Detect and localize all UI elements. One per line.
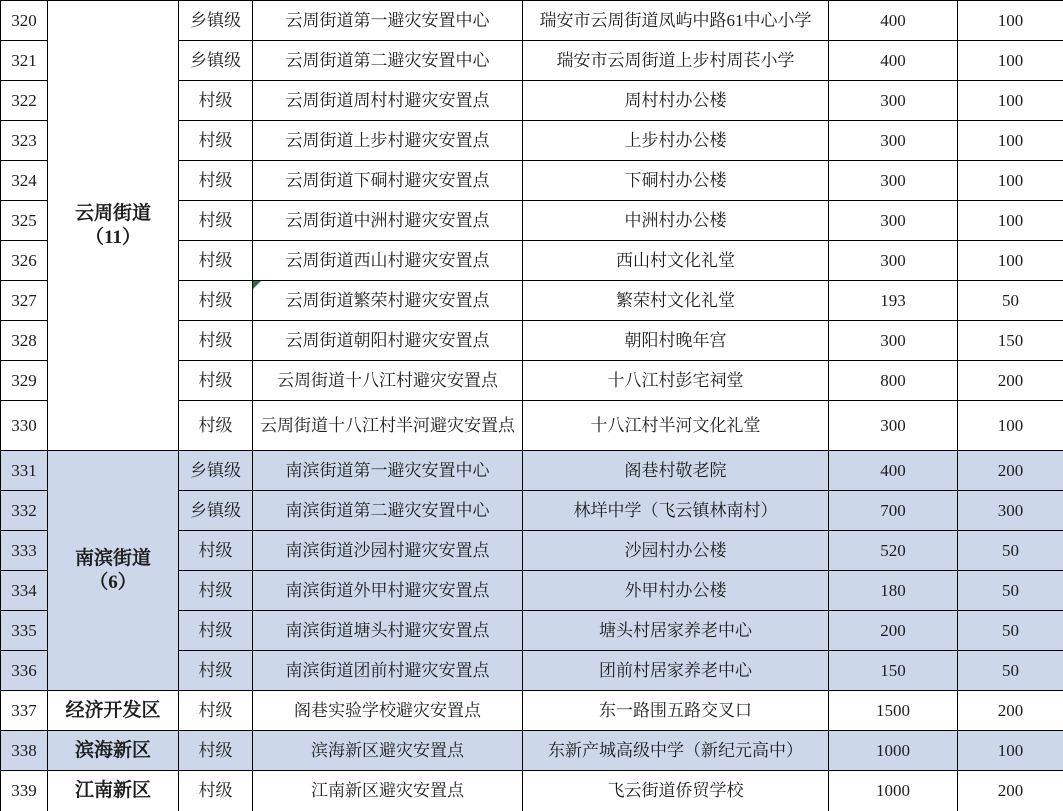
quota-cell: 100 <box>958 41 1063 81</box>
quota-cell: 50 <box>958 281 1063 321</box>
district-name: 经济开发区 <box>65 699 161 721</box>
row-number-cell: 324 <box>1 161 48 201</box>
row-number-cell: 329 <box>1 361 48 401</box>
quota-cell: 50 <box>958 651 1063 691</box>
shelter-name: 南滨街道沙园村避灾安置点 <box>285 540 490 560</box>
row-number-cell: 336 <box>1 651 48 691</box>
capacity-cell: 200 <box>829 611 958 651</box>
row-number-cell: 326 <box>1 241 48 281</box>
quota-cell: 50 <box>958 611 1063 651</box>
level-cell: 村级 <box>179 81 253 121</box>
level-cell: 村级 <box>179 401 253 451</box>
shelter-name: 南滨街道塘头村避灾安置点 <box>285 620 490 640</box>
location-cell: 朝阳村晚年宫 <box>523 321 829 361</box>
row-number-cell: 323 <box>1 121 48 161</box>
shelter-name-cell <box>253 201 523 241</box>
capacity-cell: 300 <box>829 401 958 451</box>
location-cell: 周村村办公楼 <box>523 81 829 121</box>
shelter-name: 云周街道西山村避灾安置点 <box>285 250 490 270</box>
district-name: 滨海新区 <box>74 739 151 761</box>
row-number-cell: 338 <box>1 731 48 771</box>
row-number-cell: 320 <box>1 1 48 41</box>
quota-cell: 100 <box>958 201 1063 241</box>
shelter-name-cell <box>253 81 523 121</box>
location-cell: 林垟中学（飞云镇林南村） <box>523 491 829 531</box>
shelter-name: 云周街道中洲村避灾安置点 <box>285 210 490 230</box>
level-cell: 村级 <box>179 691 253 731</box>
capacity-cell: 1500 <box>829 691 958 731</box>
row-number-cell: 325 <box>1 201 48 241</box>
quota-cell: 100 <box>958 1 1063 41</box>
shelter-name: 南滨街道外甲村避灾安置点 <box>285 580 490 600</box>
capacity-cell: 180 <box>829 571 958 611</box>
capacity-cell: 193 <box>829 281 958 321</box>
level-cell: 村级 <box>179 731 253 771</box>
level-cell: 村级 <box>179 651 253 691</box>
shelter-name: 云周街道十八江村半河避灾安置点 <box>260 415 515 435</box>
quota-cell: 300 <box>958 491 1063 531</box>
shelter-name: 南滨街道第二避灾安置中心 <box>285 500 490 520</box>
shelter-name-cell <box>253 361 523 401</box>
district-cell <box>48 691 179 731</box>
quota-cell: 100 <box>958 241 1063 281</box>
row-number-cell: 327 <box>1 281 48 321</box>
shelter-name: 云周街道上步村避灾安置点 <box>285 130 490 150</box>
shelter-name-cell <box>253 321 523 361</box>
table-row <box>1 731 1063 771</box>
shelter-name: 云周街道第一避灾安置中心 <box>285 10 490 30</box>
quota-cell: 200 <box>958 361 1063 401</box>
shelter-name-cell <box>253 651 523 691</box>
location-cell: 瑞安市云周街道凤屿中路61中心小学 <box>523 1 829 41</box>
row-number-cell: 332 <box>1 491 48 531</box>
shelter-name-cell <box>253 731 523 771</box>
shelter-name-cell <box>253 241 523 281</box>
district-cell <box>48 451 179 691</box>
level-cell: 乡镇级 <box>179 41 253 81</box>
cell-comment-marker-icon <box>253 281 261 289</box>
shelter-name: 云周街道繁荣村避灾安置点 <box>285 290 490 310</box>
shelter-table-body <box>1 1 1063 811</box>
shelter-name-cell <box>253 401 523 451</box>
capacity-cell: 300 <box>829 321 958 361</box>
location-cell: 上步村办公楼 <box>523 121 829 161</box>
shelter-name-cell <box>253 571 523 611</box>
shelter-name: 南滨街道第一避灾安置中心 <box>285 460 490 480</box>
level-cell: 村级 <box>179 161 253 201</box>
location-cell: 阁巷村敬老院 <box>523 451 829 491</box>
level-cell: 村级 <box>179 321 253 361</box>
level-cell: 村级 <box>179 571 253 611</box>
level-cell: 村级 <box>179 771 253 811</box>
location-cell: 十八江村彭宅祠堂 <box>523 361 829 401</box>
row-number-cell: 322 <box>1 81 48 121</box>
shelter-name-cell <box>253 611 523 651</box>
row-number-cell: 337 <box>1 691 48 731</box>
district-cell <box>48 731 179 771</box>
table-row <box>1 771 1063 811</box>
shelter-name-cell <box>253 161 523 201</box>
shelter-name: 阁巷实验学校避灾安置点 <box>294 700 481 720</box>
level-cell: 村级 <box>179 201 253 241</box>
capacity-cell: 300 <box>829 121 958 161</box>
shelter-name: 云周街道下硐村避灾安置点 <box>285 170 490 190</box>
capacity-cell: 1000 <box>829 771 958 811</box>
row-number-cell: 330 <box>1 401 48 451</box>
district-cell <box>48 771 179 811</box>
quota-cell: 50 <box>958 531 1063 571</box>
shelter-name: 云周街道朝阳村避灾安置点 <box>285 330 490 350</box>
capacity-cell: 700 <box>829 491 958 531</box>
capacity-cell: 400 <box>829 451 958 491</box>
shelter-name-cell <box>253 691 523 731</box>
capacity-cell: 400 <box>829 41 958 81</box>
quota-cell: 200 <box>958 691 1063 731</box>
row-number-cell: 333 <box>1 531 48 571</box>
table-row <box>1 1 1063 41</box>
level-cell: 村级 <box>179 121 253 161</box>
shelter-name-cell <box>253 121 523 161</box>
district-name: 江南新区 <box>74 780 151 802</box>
row-number-cell: 331 <box>1 451 48 491</box>
capacity-cell: 300 <box>829 81 958 121</box>
location-cell: 外甲村办公楼 <box>523 571 829 611</box>
district-cell <box>48 1 179 451</box>
level-cell: 村级 <box>179 241 253 281</box>
level-cell: 乡镇级 <box>179 451 253 491</box>
shelter-name: 南滨街道团前村避灾安置点 <box>285 660 490 680</box>
location-cell: 中洲村办公楼 <box>523 201 829 241</box>
level-cell: 乡镇级 <box>179 1 253 41</box>
shelter-name: 滨海新区避灾安置点 <box>311 740 464 760</box>
district-count: （11） <box>85 226 141 248</box>
level-cell: 乡镇级 <box>179 491 253 531</box>
capacity-cell: 300 <box>829 161 958 201</box>
location-cell: 飞云街道侨贸学校 <box>523 771 829 811</box>
shelter-name: 江南新区避灾安置点 <box>311 781 464 801</box>
location-cell: 东新产城高级中学（新纪元高中） <box>523 731 829 771</box>
quota-cell: 100 <box>958 401 1063 451</box>
quota-cell: 100 <box>958 731 1063 771</box>
quota-cell: 200 <box>958 771 1063 811</box>
shelter-name-cell <box>253 531 523 571</box>
row-number-cell: 339 <box>1 771 48 811</box>
quota-cell: 50 <box>958 571 1063 611</box>
shelter-name: 云周街道周村村避灾安置点 <box>285 90 490 110</box>
capacity-cell: 400 <box>829 1 958 41</box>
shelter-name-cell <box>253 491 523 531</box>
location-cell: 西山村文化礼堂 <box>523 241 829 281</box>
capacity-cell: 300 <box>829 201 958 241</box>
level-cell: 村级 <box>179 531 253 571</box>
capacity-cell: 150 <box>829 651 958 691</box>
row-number-cell: 328 <box>1 321 48 361</box>
shelter-name-cell <box>253 451 523 491</box>
location-cell: 沙园村办公楼 <box>523 531 829 571</box>
shelter-name-cell <box>253 1 523 41</box>
location-cell: 东一路围五路交叉口 <box>523 691 829 731</box>
district-name: 云周街道 <box>74 202 151 224</box>
shelter-name: 云周街道十八江村避灾安置点 <box>277 370 498 390</box>
location-cell: 塘头村居家养老中心 <box>523 611 829 651</box>
location-cell: 团前村居家养老中心 <box>523 651 829 691</box>
capacity-cell: 520 <box>829 531 958 571</box>
capacity-cell: 300 <box>829 241 958 281</box>
level-cell: 村级 <box>179 281 253 321</box>
district-name: 南滨街道 <box>74 547 151 569</box>
shelter-name-cell <box>253 771 523 811</box>
capacity-cell: 1000 <box>829 731 958 771</box>
shelter-name-cell <box>253 281 523 321</box>
level-cell: 村级 <box>179 611 253 651</box>
capacity-cell: 800 <box>829 361 958 401</box>
location-cell: 十八江村半河文化礼堂 <box>523 401 829 451</box>
quota-cell: 100 <box>958 81 1063 121</box>
district-count: （6） <box>89 571 137 593</box>
table-row <box>1 691 1063 731</box>
location-cell: 瑞安市云周街道上步村周苌小学 <box>523 41 829 81</box>
row-number-cell: 335 <box>1 611 48 651</box>
row-number-cell: 321 <box>1 41 48 81</box>
quota-cell: 100 <box>958 121 1063 161</box>
row-number-cell: 334 <box>1 571 48 611</box>
shelter-name: 云周街道第二避灾安置中心 <box>285 50 490 70</box>
location-cell: 下硐村办公楼 <box>523 161 829 201</box>
quota-cell: 100 <box>958 161 1063 201</box>
table-row <box>1 451 1063 491</box>
location-cell: 繁荣村文化礼堂 <box>523 281 829 321</box>
level-cell: 村级 <box>179 361 253 401</box>
quota-cell: 200 <box>958 451 1063 491</box>
shelter-name-cell <box>253 41 523 81</box>
quota-cell: 150 <box>958 321 1063 361</box>
